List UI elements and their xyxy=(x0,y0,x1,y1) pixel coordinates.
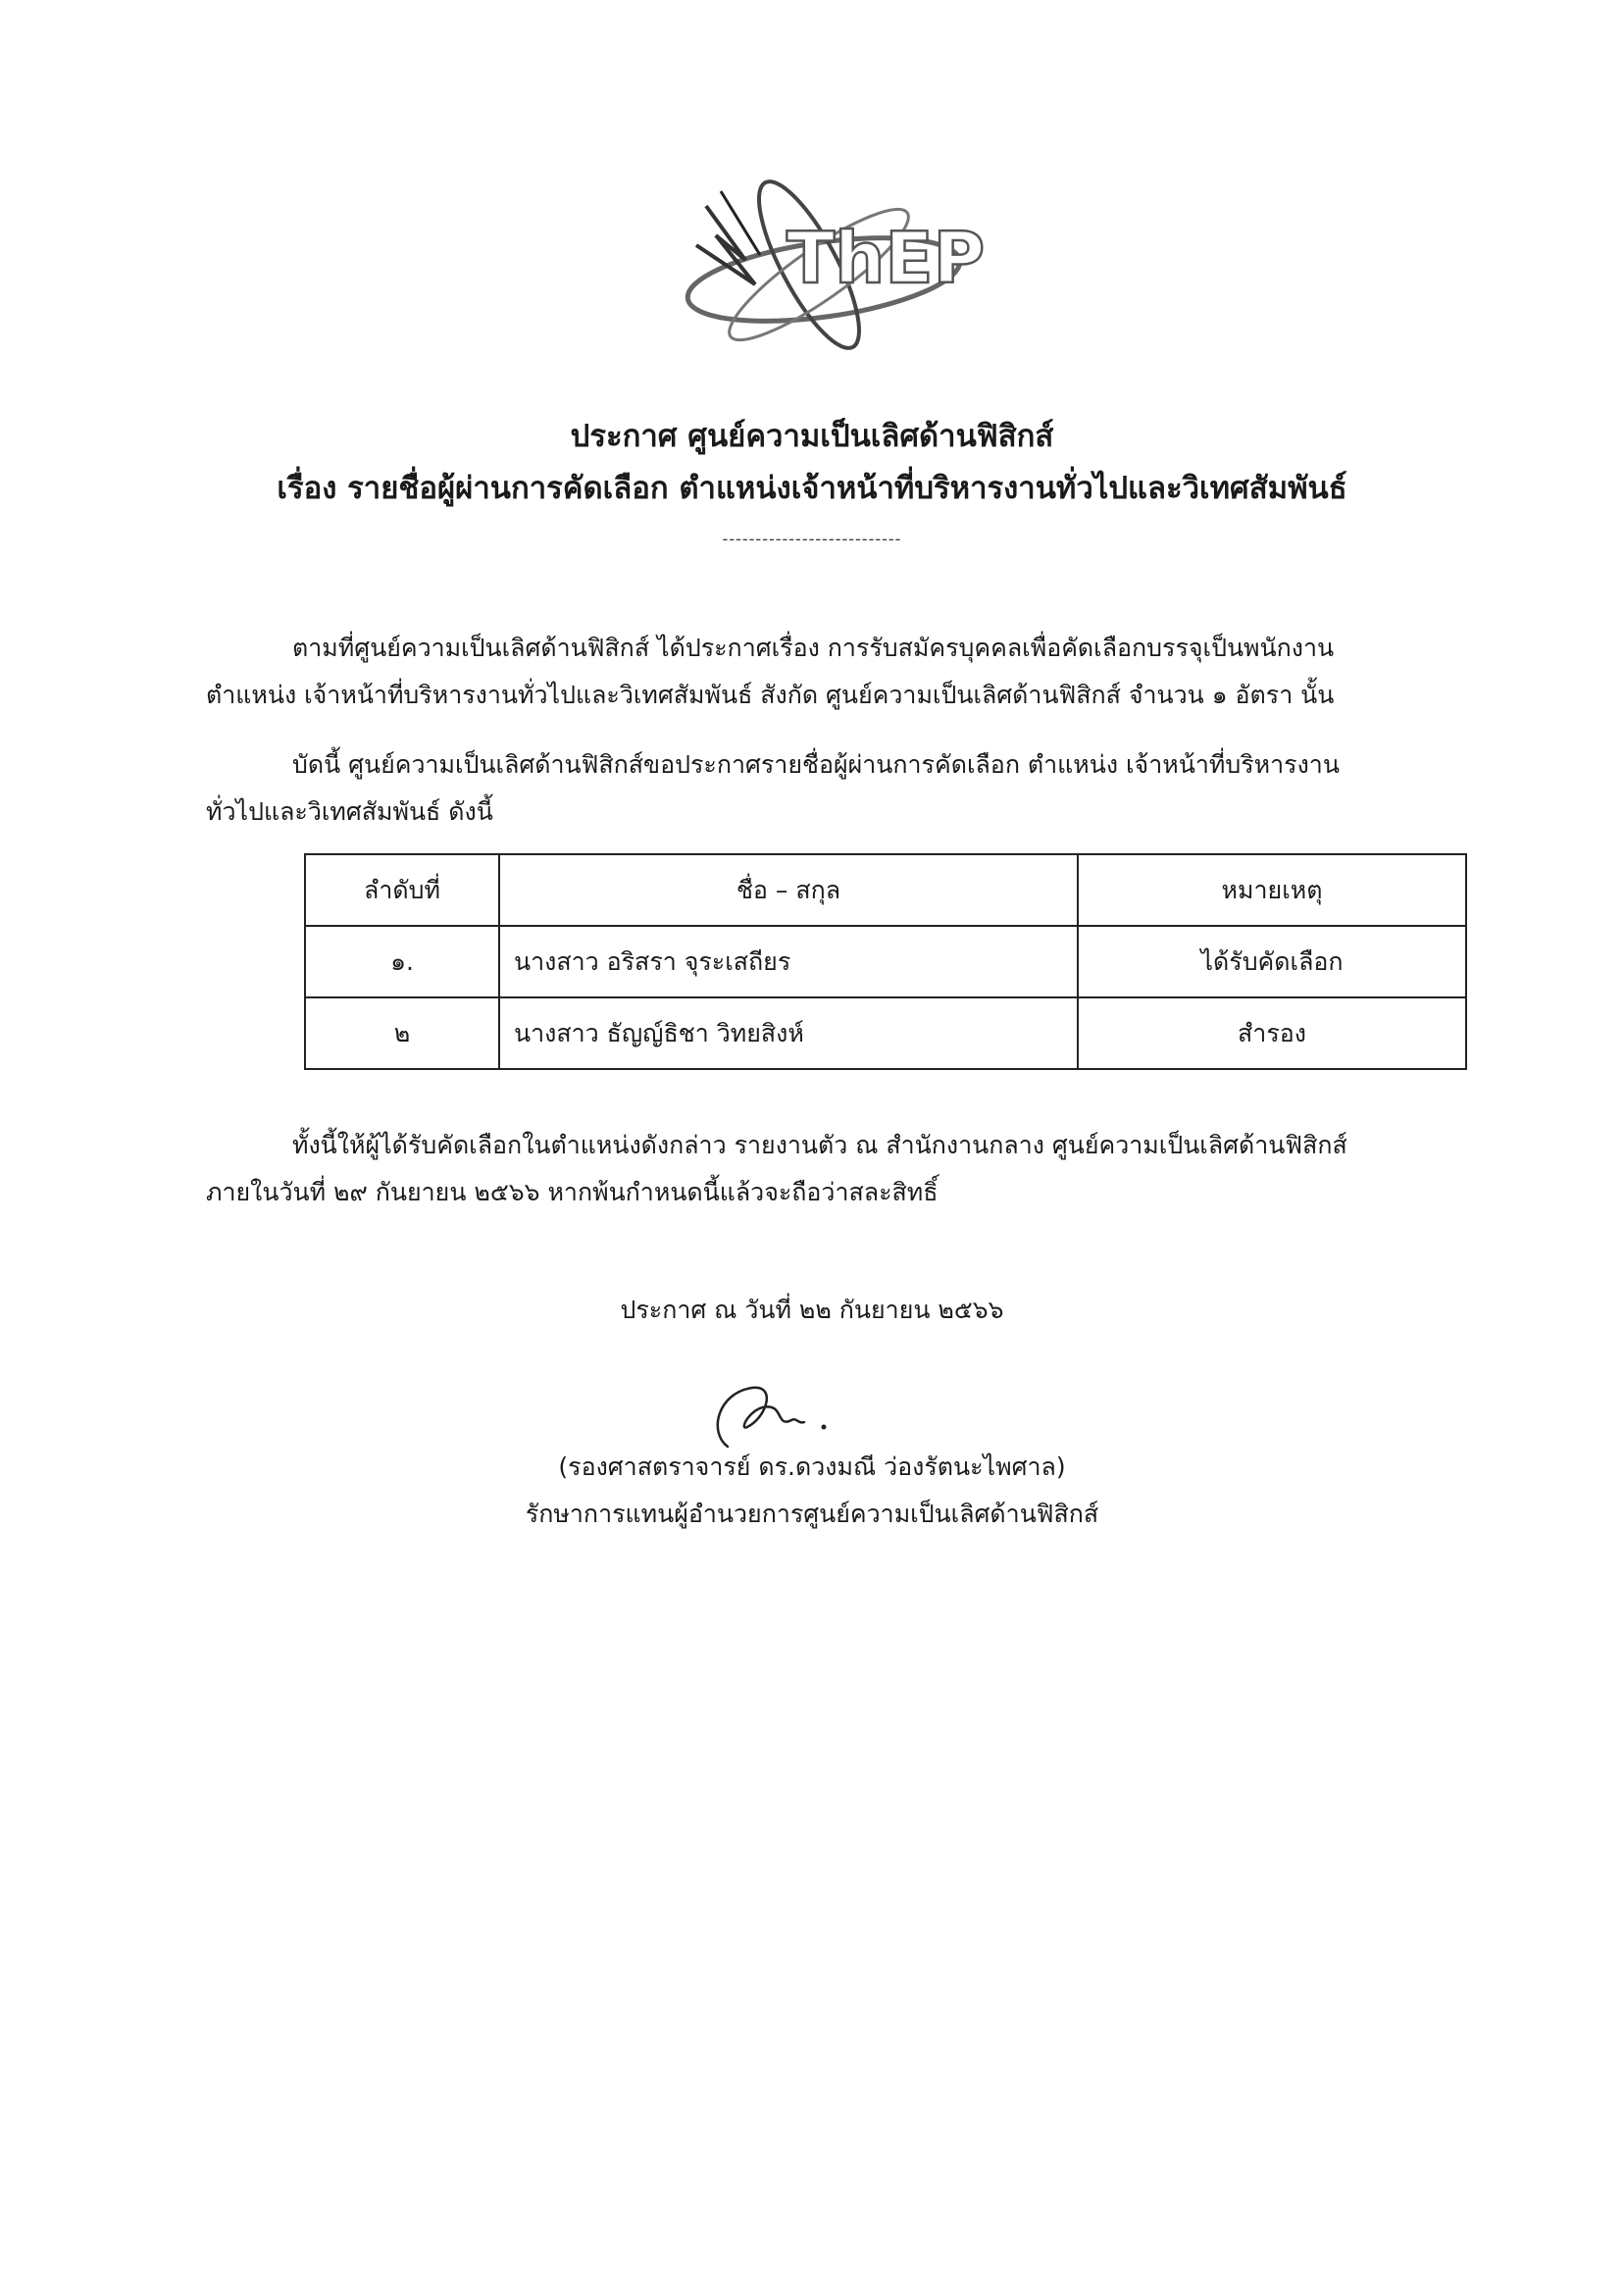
header-remark: หมายเหตุ xyxy=(1078,854,1466,926)
signature-mark xyxy=(698,1373,855,1461)
thep-logo xyxy=(677,167,990,373)
row-name: นางสาว อริสรา จุระเสถียร xyxy=(499,926,1078,997)
paragraph-3-line-2: ภายในวันที่ ๒๙ กันยายน ๒๕๖๖ หากพ้นกำหนดนี้แล้วจะถือว่าสละสิทธิ์ xyxy=(206,1178,939,1206)
announce-date: ประกาศ ณ วันที่ ๒๒ กันยายน ๒๕๖๖ xyxy=(620,1296,1004,1324)
header-order: ลำดับที่ xyxy=(305,854,499,926)
paragraph-3-line-1: ทั้งนี้ให้ผู้ได้รับคัดเลือกในตำแหน่งดังกล่าว รายงานตัว ณ สำนักงานกลาง ศูนย์ความเป็นเลิศด้านฟิสิกส์ xyxy=(292,1131,1347,1159)
title-separator: --------------------------- xyxy=(722,530,902,548)
signer-title: รักษาการแทนผู้อำนวยการศูนย์ความเป็นเลิศด้านฟิสิกส์ xyxy=(525,1500,1099,1528)
row-order: ๒ xyxy=(305,997,499,1069)
announcement-title: ประกาศ ศูนย์ความเป็นเลิศด้านฟิสิกส์ xyxy=(570,419,1054,454)
paragraph-2-line-1: บัดนี้ ศูนย์ความเป็นเลิศด้านฟิสิกส์ขอประกาศรายชื่อผู้ผ่านการคัดเลือก ตำแหน่ง เจ้าหน้าที่บริหารงาน xyxy=(292,750,1340,779)
paragraph-2-line-2: ทั่วไปและวิเทศสัมพันธ์ ดังนี้ xyxy=(206,797,493,826)
results-table xyxy=(304,853,1467,1070)
row-remark: ได้รับคัดเลือก xyxy=(1078,926,1466,997)
paragraph-1-line-2: ตำแหน่ง เจ้าหน้าที่บริหารงานทั่วไปและวิเทศสัมพันธ์ สังกัด ศูนย์ความเป็นเลิศด้านฟิสิกส์ จำนวน ๑ อัตรา นั้น xyxy=(206,681,1335,709)
announcement-subject: เรื่อง รายชื่อผู้ผ่านการคัดเลือก ตำแหน่งเจ้าหน้าที่บริหารงานทั่วไปและวิเทศสัมพันธ์ xyxy=(277,471,1347,506)
header-name: ชื่อ – สกุล xyxy=(499,854,1078,926)
paragraph-1-line-1: ตามที่ศูนย์ความเป็นเลิศด้านฟิสิกส์ ได้ประกาศเรื่อง การรับสมัครบุคคลเพื่อคัดเลือกบรรจุเป็นพนักงาน xyxy=(292,634,1335,662)
svg-text:ThEP: ThEP xyxy=(787,217,986,299)
signer-name: (รองศาสตราจารย์ ดร.ดวงมณี ว่องรัตนะไพศาล) xyxy=(558,1453,1066,1481)
table-row xyxy=(305,926,1466,997)
table-row xyxy=(305,997,1466,1069)
row-remark: สำรอง xyxy=(1078,997,1466,1069)
table-header-row xyxy=(305,854,1466,926)
row-name: นางสาว ธัญญ์ธิชา วิทยสิงห์ xyxy=(499,997,1078,1069)
row-order: ๑. xyxy=(305,926,499,997)
